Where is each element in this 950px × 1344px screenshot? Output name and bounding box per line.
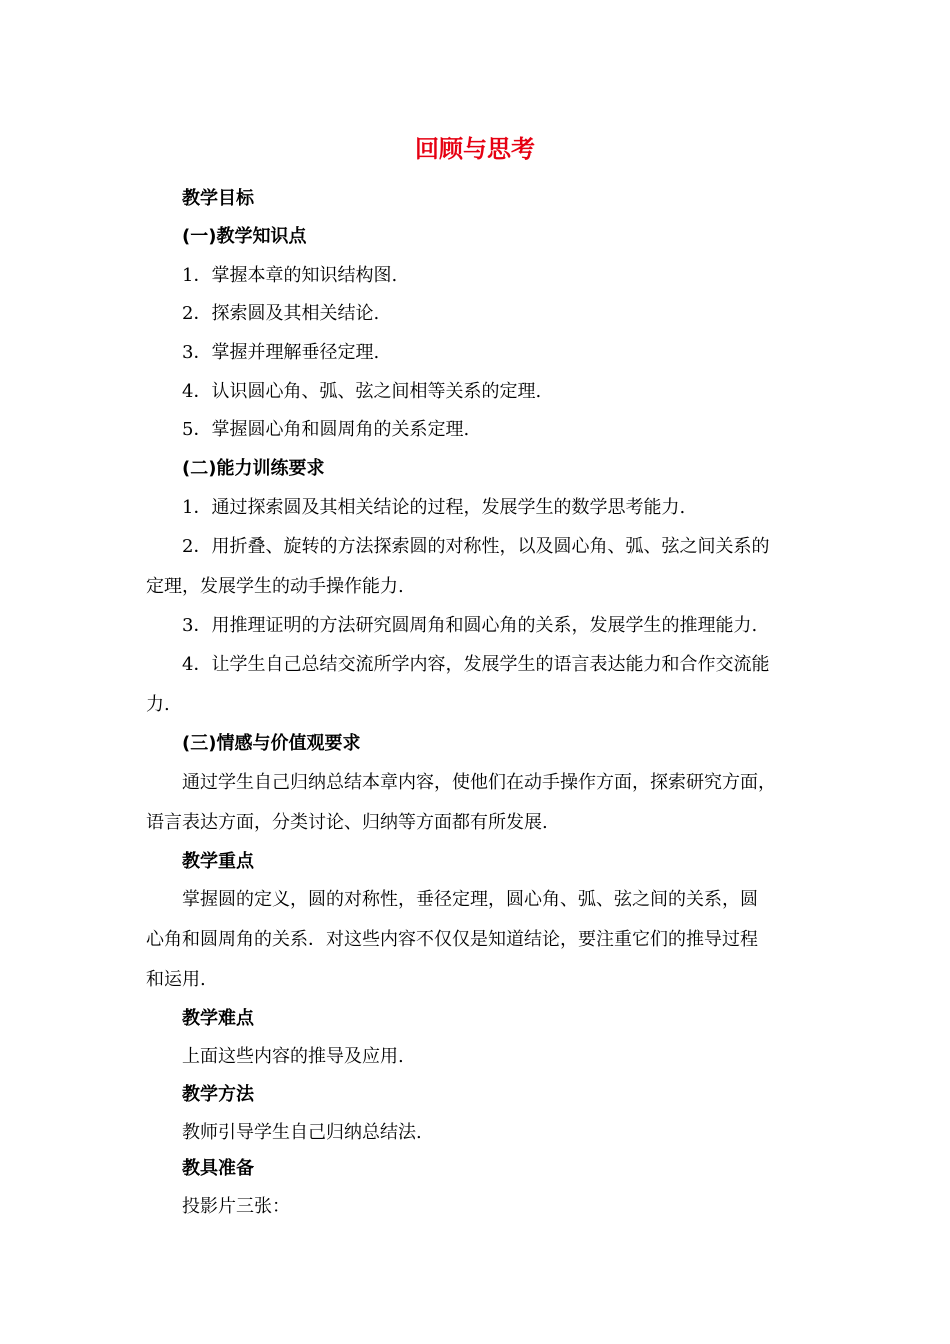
key-points-paragraph-line: 掌握圆的定义，圆的对称性，垂径定理，圆心角、弧、弦之间的关系，圆 bbox=[182, 889, 758, 910]
emotion-paragraph-line: 通过学生自己归纳总结本章内容，使他们在动手操作方面，探索研究方面， bbox=[182, 772, 776, 793]
difficulties-heading: 教学难点 bbox=[182, 1008, 254, 1029]
knowledge-heading: (一)教学知识点 bbox=[182, 226, 307, 247]
key-points-paragraph-line: 和运用. bbox=[146, 969, 206, 990]
tools-heading: 教具准备 bbox=[182, 1158, 254, 1179]
ability-item: 1．通过探索圆及其相关结论的过程，发展学生的数学思考能力. bbox=[182, 497, 686, 518]
method-heading: 教学方法 bbox=[182, 1084, 254, 1105]
ability-item: 4．让学生自己总结交流所学内容，发展学生的语言表达能力和合作交流能 bbox=[182, 654, 770, 675]
key-points-heading: 教学重点 bbox=[182, 851, 254, 872]
emotion-paragraph-line: 语言表达方面，分类讨论、归纳等方面都有所发展. bbox=[146, 812, 548, 833]
knowledge-item: 4．认识圆心角、弧、弦之间相等关系的定理. bbox=[182, 381, 542, 402]
document-title: 回顾与思考 bbox=[415, 135, 535, 163]
knowledge-item: 5．掌握圆心角和圆周角的关系定理. bbox=[182, 419, 470, 440]
knowledge-item: 2．探索圆及其相关结论. bbox=[182, 303, 380, 324]
objectives-heading: 教学目标 bbox=[182, 188, 254, 209]
method-text: 教师引导学生自己归纳总结法. bbox=[182, 1122, 422, 1143]
ability-heading: (二)能力训练要求 bbox=[182, 458, 325, 479]
knowledge-item: 3．掌握并理解垂径定理. bbox=[182, 342, 380, 363]
knowledge-item: 1．掌握本章的知识结构图. bbox=[182, 265, 398, 286]
tools-text: 投影片三张： bbox=[182, 1196, 290, 1217]
ability-item: 2．用折叠、旋转的方法探索圆的对称性，以及圆心角、弧、弦之间关系的 bbox=[182, 536, 770, 557]
ability-item: 3．用推理证明的方法研究圆周角和圆心角的关系，发展学生的推理能力. bbox=[182, 615, 758, 636]
emotion-heading: (三)情感与价值观要求 bbox=[182, 733, 361, 754]
difficulties-text: 上面这些内容的推导及应用. bbox=[182, 1046, 404, 1067]
ability-item-continued: 力. bbox=[146, 694, 170, 715]
key-points-paragraph-line: 心角和圆周角的关系．对这些内容不仅仅是知道结论，要注重它们的推导过程 bbox=[146, 929, 758, 950]
ability-item-continued: 定理，发展学生的动手操作能力. bbox=[146, 576, 404, 597]
